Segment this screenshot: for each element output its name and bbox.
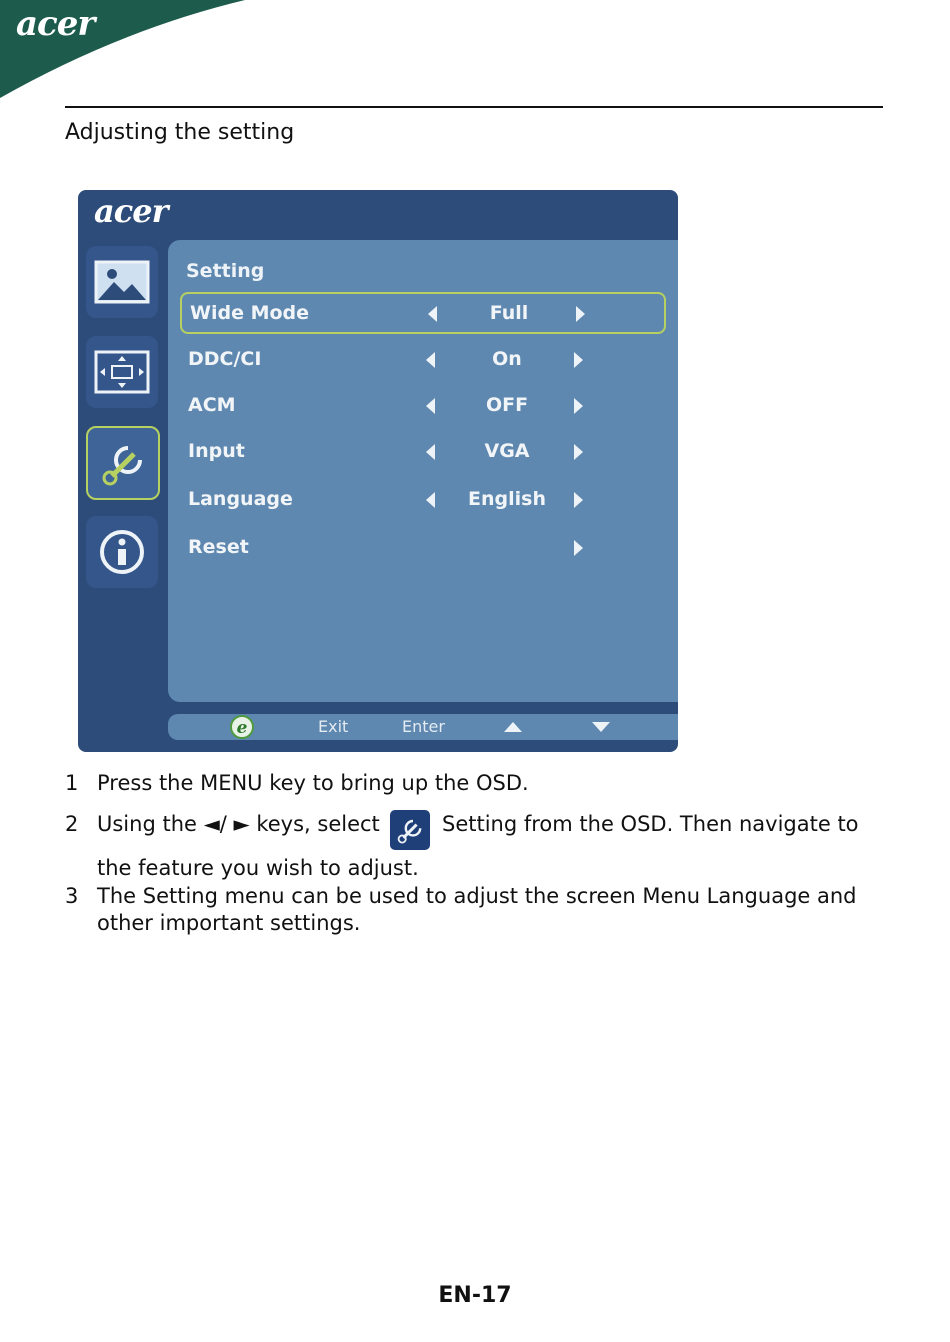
setting-icon — [390, 810, 430, 850]
step-text: other important settings. — [97, 911, 361, 935]
header-rule — [65, 106, 883, 108]
osd-acer-logo: acer — [94, 192, 168, 230]
step-text: the feature you wish to adjust. — [97, 856, 419, 880]
right-arrow-icon[interactable] — [574, 444, 583, 460]
down-arrow-icon[interactable] — [592, 722, 610, 732]
osd-picture-icon[interactable] — [86, 246, 158, 318]
osd-row-reset[interactable] — [180, 528, 664, 566]
osd-setting-icon[interactable] — [86, 426, 160, 500]
osd-row-input[interactable] — [180, 432, 664, 470]
step-text: Using the ◄/ ► keys, select — [97, 812, 380, 836]
osd-row-label: Wide Mode — [190, 302, 310, 324]
osd-row-value: OFF — [485, 394, 529, 416]
osd-row-ddc-ci[interactable] — [180, 340, 664, 378]
step-text: The Setting menu can be used to adjust the screen Menu Language and — [97, 884, 857, 908]
up-arrow-icon[interactable] — [504, 722, 522, 732]
page-number: EN-17 — [438, 1283, 512, 1308]
osd-setting-panel — [168, 240, 678, 702]
right-arrow-icon[interactable] — [576, 306, 585, 322]
exit-button[interactable]: Exit — [318, 717, 349, 736]
osd-screenshot — [78, 190, 678, 752]
step-number: 1 — [65, 771, 79, 795]
left-arrow-icon[interactable] — [426, 492, 435, 508]
left-arrow-icon[interactable] — [426, 444, 435, 460]
osd-row-label: Reset — [188, 536, 249, 558]
acer-logo: acer — [16, 4, 95, 44]
right-arrow-icon[interactable] — [574, 352, 583, 368]
osd-row-wide-mode[interactable] — [180, 292, 666, 334]
empowering-key-icon[interactable] — [228, 714, 256, 740]
right-arrow-icon[interactable] — [574, 398, 583, 414]
osd-info-icon[interactable] — [86, 516, 158, 588]
osd-row-label: Language — [188, 488, 293, 510]
right-arrow-icon[interactable] — [574, 540, 583, 556]
osd-row-label: Input — [188, 440, 245, 462]
osd-row-value: Full — [489, 302, 529, 324]
left-arrow-icon[interactable] — [426, 398, 435, 414]
osd-row-value: On — [492, 348, 522, 370]
step-number: 2 — [65, 812, 79, 836]
osd-row-label: ACM — [188, 394, 236, 416]
enter-button[interactable]: Enter — [402, 717, 445, 736]
step-text: Press the MENU key to bring up the OSD. — [97, 771, 529, 795]
osd-row-acm[interactable] — [180, 386, 664, 424]
left-arrow-icon[interactable] — [428, 306, 437, 322]
osd-row-label: DDC/CI — [188, 348, 262, 370]
left-arrow-icon[interactable] — [426, 352, 435, 368]
step-number: 3 — [65, 884, 79, 908]
right-arrow-icon[interactable] — [574, 492, 583, 508]
section-title: Adjusting the setting — [65, 120, 295, 145]
osd-row-value: VGA — [484, 440, 530, 462]
osd-row-language[interactable] — [180, 480, 664, 518]
osd-panel-title: Setting — [186, 260, 265, 282]
step-text: Setting from the OSD. Then navigate to — [442, 812, 859, 836]
osd-footer-bar — [168, 714, 678, 740]
osd-row-value: English — [468, 488, 546, 510]
osd-position-icon[interactable] — [86, 336, 158, 408]
svg-text:e: e — [236, 718, 248, 738]
